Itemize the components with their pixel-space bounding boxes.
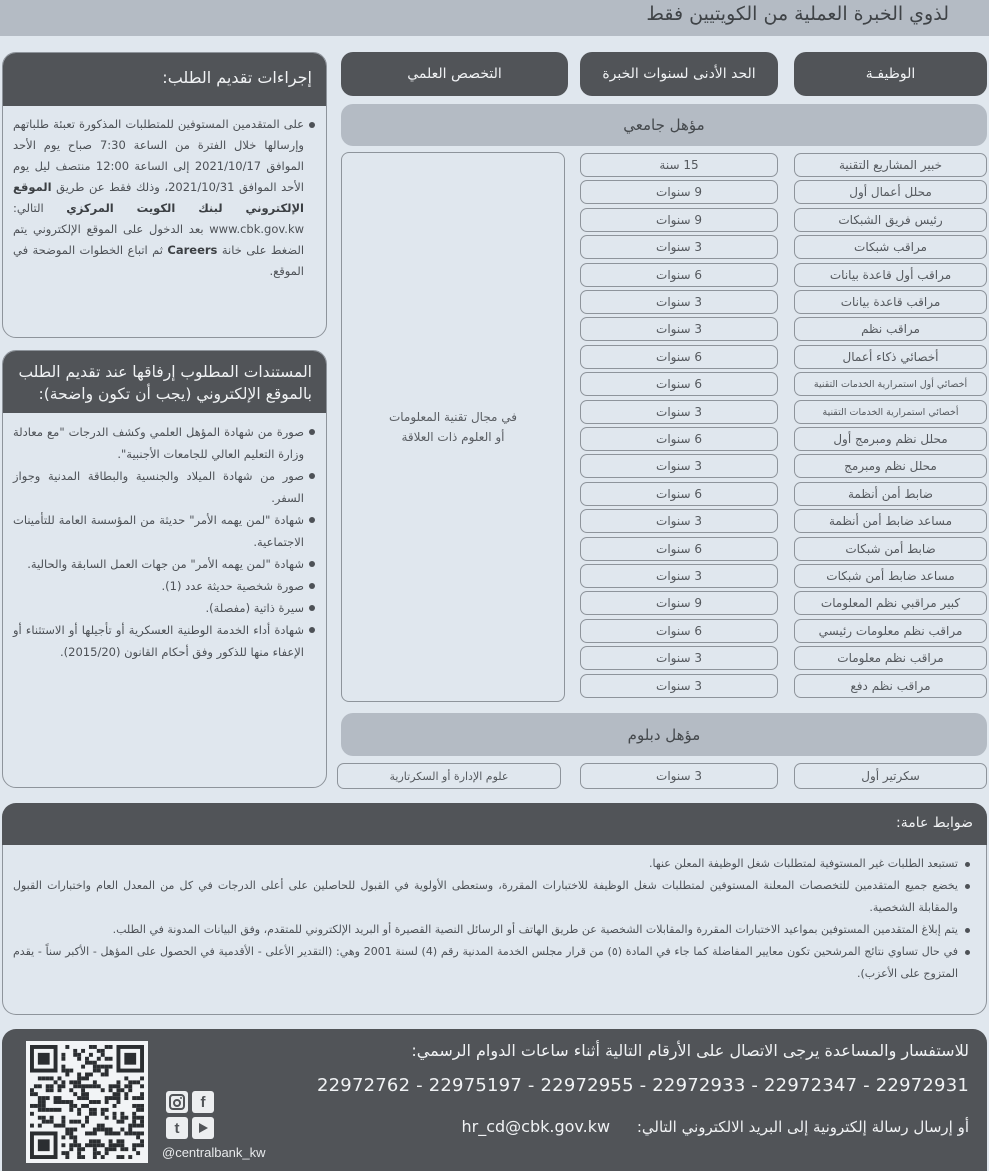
job-cell: أخصائي استمرارية الخدمات التقنية [794, 400, 987, 424]
rule-item: يخضع جميع المتقدمين للتخصصات المعلنة المستوفين لمتطلبات شغل الوظيفة للاختبارات المقررة، وستعطى الأولوية في القبول للحاصلين على أعلى الدرجات في كل من المعدل العام واختبارات القبول والمقابلة الشخصية. [13, 875, 972, 919]
job-cell: كبير مراقبي نظم المعلومات [794, 591, 987, 615]
experience-cell: 15 سنة [580, 153, 778, 177]
document-item: صور من شهادة الميلاد والجنسية والبطاقة المدنية وجواز السفر. [13, 465, 316, 509]
document-item: سيرة ذاتية (مفصلة). [13, 597, 316, 619]
job-cell: خبير المشاريع التقنية [794, 153, 987, 177]
header-specialization: التخصص العلمي [341, 52, 568, 96]
job-cell: مساعد ضابط أمن أنظمة [794, 509, 987, 533]
experience-cell: 3 سنوات [580, 400, 778, 424]
facebook-icon[interactable]: f [192, 1091, 214, 1113]
diploma-experience-cell: 3 سنوات [580, 763, 778, 789]
job-cell: محلل نظم ومبرمج [794, 454, 987, 478]
experience-cell: 3 سنوات [580, 317, 778, 341]
youtube-icon[interactable] [192, 1117, 214, 1139]
documents-title: المستندات المطلوب إرفاقها عند تقديم الطلب بالموقع الإلكتروني (يجب أن تكون واضحة): [3, 351, 326, 413]
procedures-body [3, 106, 326, 290]
email-link[interactable]: hr_cd@cbk.gov.kw [461, 1117, 611, 1136]
experience-cell: 6 سنوات [580, 619, 778, 643]
experience-cell: 6 سنوات [580, 537, 778, 561]
rule-item: في حال تساوي نتائج المرشحين تكون معايير المفاضلة كما جاء في المادة (٥) من قرار مجلس الخدمة المدنية رقم (4) لسنة 2001 وهي: (التقدير الأعلى - الأقدمية في الحصول على المؤهل - الأكبر سناً - يقدم المتزوج على الأعزب). [13, 941, 972, 985]
general-rules-list [13, 853, 972, 985]
specialization-line-1: في مجال تقنية المعلومات [388, 410, 518, 424]
document-item: شهادة "لمن يهمه الأمر" حديثة من المؤسسة العامة للتأمينات الاجتماعية. [13, 509, 316, 553]
procedures-title: إجراءات تقديم الطلب: [3, 53, 326, 106]
university-qualification-band: مؤهل جامعي [341, 104, 987, 146]
header-min-experience: الحد الأدنى لسنوات الخبرة [580, 52, 778, 96]
website-link[interactable]: www.cbk.gov.kw [209, 222, 305, 236]
experience-cell: 3 سنوات [580, 674, 778, 698]
procedures-step: بعد الدخول على الموقع الإلكتروني يتم الضغط على خانة [13, 222, 305, 257]
general-rules-body [2, 845, 987, 1015]
job-cell: مراقب شبكات [794, 235, 987, 259]
documents-panel [2, 350, 327, 788]
documents-list [13, 421, 316, 663]
job-cell: محلل أعمال أول [794, 180, 987, 204]
header-job: الوظيفـة [794, 52, 987, 96]
qr-code-image [30, 1045, 144, 1159]
contact-intro: للاستفسار والمساعدة يرجى الاتصال على الأرقام التالية أثناء ساعات الدوام الرسمي: [411, 1041, 969, 1060]
job-cell: أخصائي ذكاء أعمال [794, 345, 987, 369]
experience-cell: 3 سنوات [580, 290, 778, 314]
experience-cell: 6 سنوات [580, 263, 778, 287]
job-cell: ضابط أمن شبكات [794, 537, 987, 561]
job-cell: رئيس فريق الشبكات [794, 208, 987, 232]
diploma-job-cell: سكرتير أول [794, 763, 987, 789]
experience-cell: 6 سنوات [580, 345, 778, 369]
instagram-icon[interactable] [166, 1091, 188, 1113]
contact-phones: 22972762 - 22975197 - 22972955 - 22972933 - 22972347 - 22972931 [317, 1075, 969, 1096]
document-item: شهادة "لمن يهمه الأمر" من جهات العمل السابقة والحالية. [13, 553, 316, 575]
experience-cell: 9 سنوات [580, 208, 778, 232]
job-cell: مراقب نظم دفع [794, 674, 987, 698]
social-handle[interactable]: @centralbank_kw [162, 1145, 266, 1160]
job-cell: مساعد ضابط أمن شبكات [794, 564, 987, 588]
university-specialization-box [341, 152, 565, 702]
rule-item: تستبعد الطلبات غير المستوفية لمتطلبات شغل الوظيفة المعلن عنها. [13, 853, 972, 875]
experience-cell: 9 سنوات [580, 591, 778, 615]
job-cell: مراقب قاعدة بيانات [794, 290, 987, 314]
diploma-specialization-cell: علوم الإدارة أو السكرتارية [337, 763, 561, 789]
top-banner [0, 0, 989, 36]
procedures-step-end: ثم اتباع الخطوات الموضحة في الموقع. [13, 243, 304, 278]
careers-link[interactable]: Careers [167, 243, 218, 257]
qr-code [26, 1041, 148, 1163]
specialization-line-2: أو العلوم ذات العلاقة [401, 430, 505, 444]
experience-cell: 9 سنوات [580, 180, 778, 204]
procedures-panel [2, 52, 327, 338]
job-cell: محلل نظم ومبرمج أول [794, 427, 987, 451]
job-cell: أخصائي أول استمرارية الخدمات التقنية [794, 372, 987, 396]
experience-cell: 6 سنوات [580, 427, 778, 451]
document-item: صورة شخصية حديثة عدد (1). [13, 575, 316, 597]
banner-title: لذوي الخبرة العملية من الكويتيين فقط [646, 3, 949, 25]
experience-cell: 3 سنوات [580, 564, 778, 588]
general-rules-title: ضوابط عامة: [896, 815, 973, 831]
contact-email-line [461, 1117, 969, 1136]
experience-cell: 6 سنوات [580, 372, 778, 396]
experience-cell: 3 سنوات [580, 509, 778, 533]
email-label: أو إرسال رسالة إلكترونية إلى البريد الالكتروني التالي: [636, 1118, 969, 1136]
cbk-website-label: الموقع الإلكتروني لبنك الكويت المركزي [13, 180, 305, 215]
experience-cell: 3 سنوات [580, 646, 778, 670]
job-cell: مراقب نظم معلومات رئيسي [794, 619, 987, 643]
job-cell: ضابط أمن أنظمة [794, 482, 987, 506]
experience-cell: 3 سنوات [580, 454, 778, 478]
rule-item: يتم إبلاغ المتقدمين المستوفين بمواعيد الاختبارات المقررة والمقابلات الشخصية عن طريق الهاتف أو الرسائل النصية القصيرة أو البريد الإلكتروني للمتقدم، وفق البيانات المدونة في الطلب. [13, 919, 972, 941]
twitter-icon[interactable]: t [166, 1117, 188, 1139]
job-cell: مراقب أول قاعدة بيانات [794, 263, 987, 287]
procedures-after: التالي: [13, 201, 44, 215]
document-item: شهادة أداء الخدمة الوطنية العسكرية أو تأجيلها أو الاستثناء أو الإعفاء منها للذكور وفق أحكام القانون (2015/20). [13, 619, 316, 663]
document-item: صورة من شهادة المؤهل العلمي وكشف الدرجات "مع معادلة وزارة التعليم العالي للجامعات الأجنبية". [13, 421, 316, 465]
diploma-qualification-band: مؤهل دبلوم [341, 713, 987, 756]
contact-footer [2, 1029, 987, 1171]
job-cell: مراقب نظم [794, 317, 987, 341]
job-cell: مراقب نظم معلومات [794, 646, 987, 670]
procedures-item [13, 114, 316, 282]
procedures-text: على المتقدمين المستوفين للمتطلبات المذكورة تعبئة طلباتهم وإرسالها خلال الفترة من الساعة 7:30 صباح يوم الأحد الموافق 2021/10/17 إلى الساعة 12:00 منتصف ليل يوم الأحد الموافق 2021/10/31، وذلك فقط عن طريق [13, 117, 305, 194]
experience-cell: 3 سنوات [580, 235, 778, 259]
experience-cell: 6 سنوات [580, 482, 778, 506]
general-rules-header [2, 803, 987, 845]
